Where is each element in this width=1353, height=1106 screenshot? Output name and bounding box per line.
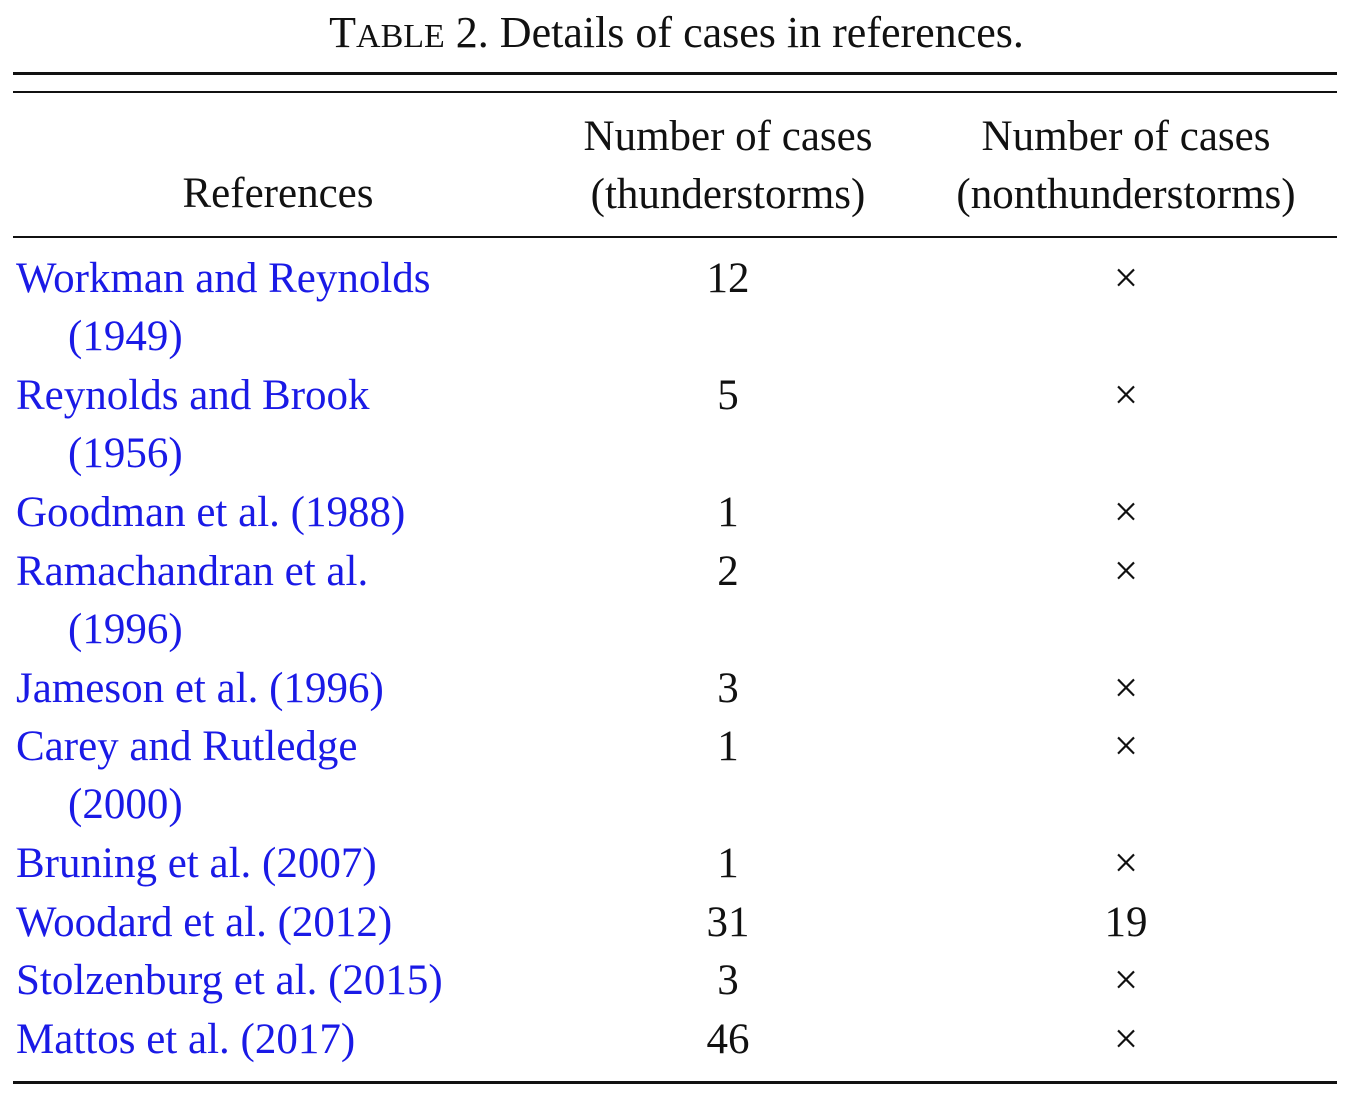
reference-link-year: (1996) [68,605,183,653]
cell-nonthunderstorm-cases: 19 [1104,898,1148,946]
column-header-thunderstorms-line2: (thunderstorms) [590,171,866,218]
reference-link-text: Stolzenburg et al. (2015) [16,957,443,1004]
column-header-references [118,165,438,223]
reference-link[interactable] [16,952,443,1010]
cell-nonthunderstorm-cases: × [1113,723,1139,770]
table-row [0,718,1353,835]
cell-nonthunderstorm-cases: × [1113,547,1139,595]
cell-nonthunderstorm-cases: × [1113,664,1139,712]
caption-prefix-smallcaps: ABLE [356,18,445,55]
table-row [0,660,1353,719]
reference-link-text: Goodman et al. (1988) [16,489,406,536]
cell-nonthunderstorm-cases: × [1113,372,1139,419]
reference-link-year: (1956) [68,430,183,477]
bottom-rule [13,1081,1337,1084]
reference-link[interactable] [16,894,392,952]
table-caption [0,8,1353,62]
reference-link-text: Workman and Reynolds [16,255,431,302]
column-header-thunderstorms-line1: Number of cases [583,113,873,160]
cell-nonthunderstorm-cases: × [1113,840,1139,887]
cell-nonthunderstorm-cases: × [1113,255,1139,302]
reference-link-year: (2000) [68,781,183,828]
reference-link[interactable] [16,250,431,366]
column-header-nonthunderstorms-line1: Number of cases [981,113,1271,160]
cell-thunderstorm-cases: 12 [706,255,750,302]
cell-nonthunderstorm-cases: × [1113,489,1139,536]
table-row [0,835,1353,894]
reference-link[interactable] [16,660,384,718]
cell-nonthunderstorm-cases: × [1113,957,1139,1004]
table-row [0,250,1353,367]
cell-thunderstorm-cases: 1 [717,489,739,536]
reference-link-text: Bruning et al. (2007) [16,840,377,887]
reference-link-text: Ramachandran et al. [16,547,369,595]
column-header-thunderstorms [548,108,908,224]
top-rule-thick [13,72,1337,75]
cell-thunderstorm-cases: 3 [717,957,739,1004]
cell-thunderstorm-cases: 2 [717,547,739,595]
reference-link[interactable] [16,718,358,834]
table-row [0,484,1353,543]
table-row [0,543,1353,660]
reference-link[interactable] [16,484,405,542]
caption-prefix-capital: T [329,8,357,57]
cell-thunderstorm-cases: 3 [717,664,739,712]
table-row [0,367,1353,484]
reference-link[interactable] [16,1011,355,1069]
cell-thunderstorm-cases: 5 [717,372,739,419]
reference-link[interactable] [16,543,368,659]
table-row [0,1011,1353,1070]
reference-link-text: Reynolds and Brook [16,372,370,419]
reference-link-text: Carey and Rutledge [16,723,358,770]
cell-nonthunderstorm-cases: × [1113,1015,1139,1063]
cell-thunderstorm-cases: 31 [706,898,750,946]
top-rule-thin [13,91,1337,93]
reference-link-text: Woodard et al. (2012) [16,898,393,946]
cell-thunderstorm-cases: 1 [717,723,739,770]
cell-thunderstorm-cases: 1 [717,840,739,887]
caption-text: 2. Details of cases in references. [444,8,1024,57]
column-header-nonthunderstorms [912,108,1340,224]
table-row [0,894,1353,953]
reference-link-text: Mattos et al. (2017) [16,1015,356,1063]
column-header-references-label: References [182,170,374,217]
reference-link-year: (1949) [68,313,183,360]
table-row [0,952,1353,1011]
reference-link[interactable] [16,835,377,893]
column-header-nonthunderstorms-line2: (nonthunderstorms) [956,171,1296,218]
reference-link[interactable] [16,367,370,483]
reference-link-text: Jameson et al. (1996) [16,664,384,712]
table-body [0,250,1353,1069]
cell-thunderstorm-cases: 46 [706,1015,750,1063]
header-rule [13,236,1337,238]
